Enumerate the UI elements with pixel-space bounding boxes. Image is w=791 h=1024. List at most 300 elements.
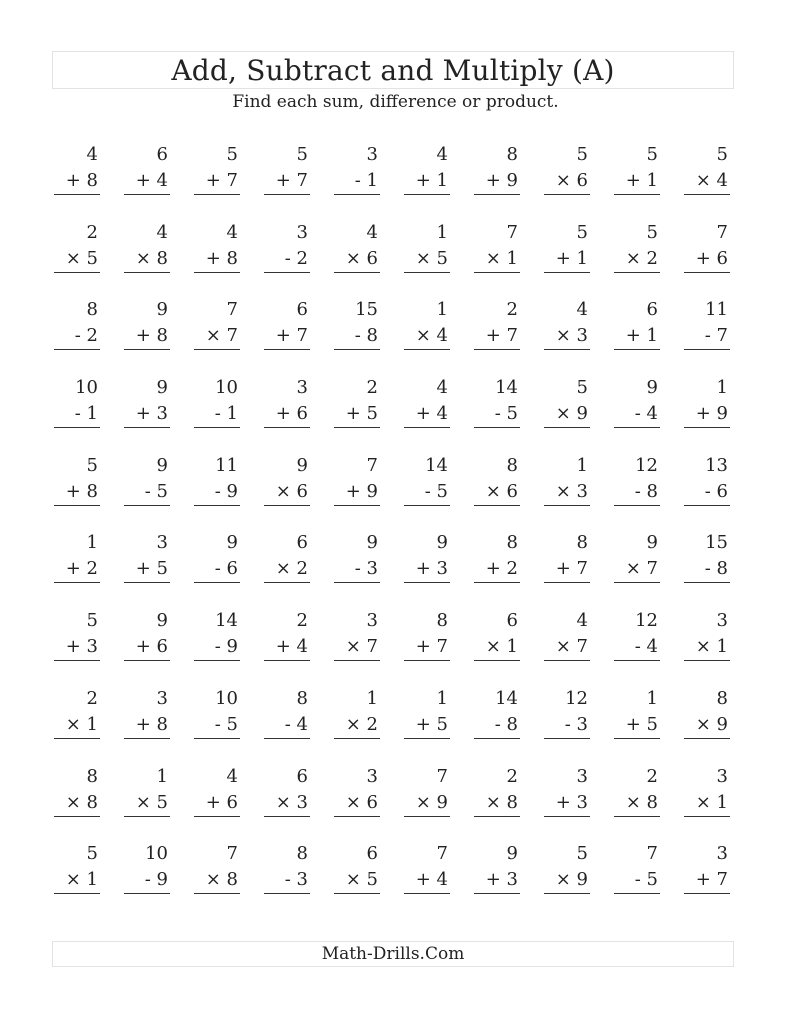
problem-top-number: 6 — [366, 843, 378, 865]
problem-top-number: 3 — [716, 843, 728, 865]
problem-operator-number: - 3 — [564, 713, 588, 735]
problem-top-number: 5 — [576, 843, 588, 865]
problem-top-number: 5 — [296, 144, 308, 165]
problem-operator-number: × 9 — [555, 869, 588, 891]
problem-operator-number: - 8 — [354, 325, 378, 347]
problem-top-number: 2 — [646, 765, 658, 787]
answer-line — [194, 660, 240, 661]
problem-operator-number: + 7 — [415, 636, 448, 658]
title-box — [52, 51, 734, 89]
problem-operator-number: + 1 — [555, 247, 588, 269]
answer-line — [614, 816, 660, 817]
problem-top-number: 2 — [86, 221, 98, 243]
problem-operator-number: × 7 — [345, 636, 378, 658]
answer-line — [334, 816, 380, 817]
problem — [190, 295, 260, 373]
problem-operator-number: - 9 — [144, 869, 168, 891]
problem — [260, 839, 330, 917]
problem — [470, 218, 540, 296]
problem — [50, 684, 120, 762]
problem — [330, 451, 400, 529]
problem-top-number: 10 — [215, 687, 238, 709]
problem — [330, 140, 400, 218]
answer-line — [264, 272, 310, 273]
problem-operator-number: - 5 — [424, 480, 448, 502]
problem — [120, 839, 190, 917]
problem-top-number: 5 — [576, 377, 588, 399]
answer-line — [684, 349, 730, 350]
problem-operator-number: + 9 — [695, 403, 728, 425]
problem-operator-number: + 3 — [415, 558, 448, 580]
problem-top-number: 5 — [86, 610, 98, 632]
problem-operator-number: × 2 — [275, 558, 308, 580]
problem — [610, 373, 680, 451]
answer-line — [54, 505, 100, 506]
problem-operator-number: - 1 — [214, 403, 238, 425]
problem — [610, 528, 680, 606]
problem-top-number: 4 — [436, 377, 448, 399]
answer-line — [194, 738, 240, 739]
answer-line — [404, 272, 450, 273]
problem — [540, 762, 610, 840]
problem — [400, 140, 470, 218]
answer-line — [334, 349, 380, 350]
answer-line — [544, 816, 590, 817]
problem — [260, 451, 330, 529]
answer-line — [474, 272, 520, 273]
problem — [190, 218, 260, 296]
problem-top-number: 3 — [366, 765, 378, 787]
answer-line — [544, 194, 590, 195]
problem — [330, 606, 400, 684]
problem — [260, 528, 330, 606]
problem-top-number: 11 — [215, 454, 238, 476]
problem — [540, 451, 610, 529]
problem-top-number: 8 — [436, 610, 448, 632]
problem-operator-number: - 8 — [634, 480, 658, 502]
problem — [400, 762, 470, 840]
answer-line — [124, 505, 170, 506]
problem-top-number: 9 — [156, 454, 168, 476]
problem-operator-number: × 1 — [65, 869, 98, 891]
problem-operator-number: × 2 — [625, 247, 658, 269]
problem — [120, 528, 190, 606]
problem — [540, 140, 610, 218]
answer-line — [54, 738, 100, 739]
answer-line — [264, 738, 310, 739]
problem-operator-number: - 8 — [494, 713, 518, 735]
problem — [470, 839, 540, 917]
problem — [400, 839, 470, 917]
problem — [540, 528, 610, 606]
answer-line — [264, 505, 310, 506]
answer-line — [544, 660, 590, 661]
problem — [120, 606, 190, 684]
problem-top-number: 8 — [716, 687, 728, 709]
answer-line — [404, 660, 450, 661]
problem-top-number: 9 — [296, 454, 308, 476]
problem-row — [50, 839, 750, 917]
answer-line — [124, 194, 170, 195]
problem-row — [50, 295, 750, 373]
problem-operator-number: + 8 — [135, 325, 168, 347]
answer-line — [54, 194, 100, 195]
problem-top-number: 2 — [86, 687, 98, 709]
problem — [680, 295, 750, 373]
problem-operator-number: + 4 — [135, 170, 168, 191]
answer-line — [264, 893, 310, 894]
problem-operator-number: + 5 — [135, 558, 168, 580]
problem-top-number: 3 — [576, 765, 588, 787]
problem — [680, 218, 750, 296]
answer-line — [334, 272, 380, 273]
problem-operator-number: + 7 — [485, 325, 518, 347]
problem-operator-number: + 8 — [65, 170, 98, 191]
problem-operator-number: × 9 — [415, 791, 448, 813]
problem — [610, 451, 680, 529]
problem-operator-number: - 1 — [354, 170, 378, 191]
problem-operator-number: + 4 — [415, 403, 448, 425]
problem — [50, 218, 120, 296]
problem — [260, 684, 330, 762]
problem-top-number: 7 — [506, 221, 518, 243]
problem-top-number: 5 — [646, 144, 658, 165]
answer-line — [264, 194, 310, 195]
problem-top-number: 7 — [436, 765, 448, 787]
answer-line — [54, 893, 100, 894]
problem-top-number: 7 — [436, 843, 448, 865]
problem — [680, 528, 750, 606]
problem-operator-number: + 2 — [485, 558, 518, 580]
problem — [400, 373, 470, 451]
problem-top-number: 6 — [296, 532, 308, 554]
problem — [120, 684, 190, 762]
problem-operator-number: + 6 — [695, 247, 728, 269]
problem-row — [50, 528, 750, 606]
problem — [610, 762, 680, 840]
problem-top-number: 2 — [506, 299, 518, 321]
problem-operator-number: × 3 — [555, 325, 588, 347]
problem-operator-number: + 2 — [65, 558, 98, 580]
problem-operator-number: × 6 — [275, 480, 308, 502]
answer-line — [194, 816, 240, 817]
problem — [50, 373, 120, 451]
problem-operator-number: × 1 — [695, 791, 728, 813]
answer-line — [54, 582, 100, 583]
problem — [190, 140, 260, 218]
problem — [190, 762, 260, 840]
problem-row — [50, 140, 750, 218]
answer-line — [194, 582, 240, 583]
answer-line — [404, 194, 450, 195]
problem-top-number: 7 — [366, 454, 378, 476]
problem-operator-number: + 3 — [135, 403, 168, 425]
problem — [470, 762, 540, 840]
instructions: Find each sum, difference or product. — [232, 92, 559, 112]
answer-line — [614, 194, 660, 195]
problem-top-number: 5 — [86, 454, 98, 476]
problem-top-number: 8 — [506, 144, 518, 165]
problem-operator-number: × 4 — [415, 325, 448, 347]
problem-top-number: 1 — [716, 377, 728, 399]
problem — [400, 684, 470, 762]
problem — [470, 140, 540, 218]
problem-top-number: 8 — [296, 843, 308, 865]
problem-operator-number: × 9 — [555, 403, 588, 425]
answer-line — [124, 893, 170, 894]
problem — [190, 684, 260, 762]
problem — [610, 218, 680, 296]
problem-operator-number: - 4 — [634, 636, 658, 658]
problem-top-number: 8 — [506, 532, 518, 554]
problem-top-number: 3 — [296, 221, 308, 243]
problem-top-number: 4 — [576, 299, 588, 321]
problem — [400, 606, 470, 684]
problem-operator-number: × 6 — [485, 480, 518, 502]
problem — [260, 295, 330, 373]
problem-top-number: 10 — [75, 377, 98, 399]
problem-top-number: 13 — [705, 454, 728, 476]
problem-top-number: 5 — [576, 144, 588, 165]
problem-top-number: 8 — [86, 765, 98, 787]
problem-row — [50, 451, 750, 529]
problem-row — [50, 606, 750, 684]
answer-line — [684, 194, 730, 195]
answer-line — [404, 738, 450, 739]
problem-top-number: 9 — [156, 299, 168, 321]
problem-operator-number: + 7 — [275, 170, 308, 191]
problem — [120, 373, 190, 451]
answer-line — [404, 427, 450, 428]
problem-operator-number: × 7 — [555, 636, 588, 658]
answer-line — [684, 738, 730, 739]
problem-row — [50, 218, 750, 296]
problem — [540, 373, 610, 451]
page-title: Add, Subtract and Multiply (A) — [171, 53, 615, 87]
problem-operator-number: × 6 — [345, 247, 378, 269]
problem — [260, 762, 330, 840]
problem-operator-number: + 1 — [625, 170, 658, 191]
answer-line — [614, 582, 660, 583]
problem-operator-number: - 4 — [634, 403, 658, 425]
problem-top-number: 3 — [296, 377, 308, 399]
answer-line — [544, 505, 590, 506]
answer-line — [614, 505, 660, 506]
problem — [190, 606, 260, 684]
answer-line — [264, 660, 310, 661]
answer-line — [684, 582, 730, 583]
problem — [330, 839, 400, 917]
problem-top-number: 7 — [716, 221, 728, 243]
problem — [330, 684, 400, 762]
problem-operator-number: + 5 — [625, 713, 658, 735]
answer-line — [124, 816, 170, 817]
problem-operator-number: + 4 — [415, 869, 448, 891]
problem-top-number: 9 — [226, 532, 238, 554]
problem-row — [50, 373, 750, 451]
answer-line — [124, 738, 170, 739]
problem — [260, 140, 330, 218]
problem-top-number: 9 — [646, 377, 658, 399]
answer-line — [474, 505, 520, 506]
problem — [540, 684, 610, 762]
problem-operator-number: + 8 — [205, 247, 238, 269]
problem-top-number: 4 — [576, 610, 588, 632]
answer-line — [334, 893, 380, 894]
footer — [52, 941, 734, 967]
problem-operator-number: + 5 — [415, 713, 448, 735]
problem — [680, 839, 750, 917]
problem-top-number: 8 — [576, 532, 588, 554]
problem-top-number: 15 — [705, 532, 728, 554]
answer-line — [684, 816, 730, 817]
problem-top-number: 3 — [716, 610, 728, 632]
problem — [470, 451, 540, 529]
problem — [120, 218, 190, 296]
problem-operator-number: × 3 — [555, 480, 588, 502]
answer-line — [614, 893, 660, 894]
answer-line — [614, 660, 660, 661]
problem-top-number: 4 — [226, 221, 238, 243]
problem-top-number: 12 — [635, 610, 658, 632]
problem-operator-number: + 9 — [485, 170, 518, 191]
problem — [540, 218, 610, 296]
problem — [400, 295, 470, 373]
answer-line — [124, 427, 170, 428]
problem-operator-number: × 7 — [625, 558, 658, 580]
answer-line — [334, 738, 380, 739]
problem — [610, 295, 680, 373]
problem — [260, 218, 330, 296]
answer-line — [474, 893, 520, 894]
problem-row — [50, 684, 750, 762]
problem-top-number: 4 — [156, 221, 168, 243]
answer-line — [684, 660, 730, 661]
problem — [680, 451, 750, 529]
problem — [470, 295, 540, 373]
problem-operator-number: - 7 — [704, 325, 728, 347]
problem — [120, 295, 190, 373]
problem-top-number: 10 — [215, 377, 238, 399]
answer-line — [264, 349, 310, 350]
problem-operator-number: + 3 — [485, 869, 518, 891]
answer-line — [684, 272, 730, 273]
problem-operator-number: + 4 — [275, 636, 308, 658]
problem-operator-number: × 3 — [275, 791, 308, 813]
problem-operator-number: + 7 — [695, 869, 728, 891]
problem-top-number: 6 — [506, 610, 518, 632]
problem-operator-number: - 5 — [494, 403, 518, 425]
answer-line — [124, 660, 170, 661]
problem — [330, 528, 400, 606]
problem-top-number: 9 — [366, 532, 378, 554]
problem — [610, 684, 680, 762]
problem-operator-number: + 7 — [555, 558, 588, 580]
problem-top-number: 7 — [226, 299, 238, 321]
problem — [120, 140, 190, 218]
answer-line — [54, 427, 100, 428]
answer-line — [474, 349, 520, 350]
problem-top-number: 10 — [145, 843, 168, 865]
answer-line — [404, 505, 450, 506]
problem — [330, 762, 400, 840]
problem-top-number: 8 — [86, 299, 98, 321]
answer-line — [544, 582, 590, 583]
problem-operator-number: - 9 — [214, 636, 238, 658]
answer-line — [404, 816, 450, 817]
problem-operator-number: × 1 — [65, 713, 98, 735]
problem-top-number: 5 — [86, 843, 98, 865]
problem-operator-number: + 1 — [415, 170, 448, 191]
answer-line — [54, 349, 100, 350]
answer-line — [544, 427, 590, 428]
answer-line — [474, 816, 520, 817]
problem-operator-number: × 4 — [695, 170, 728, 191]
problem — [50, 295, 120, 373]
problem — [190, 451, 260, 529]
problem-operator-number: + 8 — [135, 713, 168, 735]
problem — [680, 606, 750, 684]
problem — [50, 140, 120, 218]
problem-operator-number: × 8 — [625, 791, 658, 813]
answer-line — [194, 427, 240, 428]
answer-line — [544, 738, 590, 739]
answer-line — [264, 427, 310, 428]
problem-top-number: 1 — [646, 687, 658, 709]
problem — [400, 528, 470, 606]
problem-operator-number: × 8 — [205, 869, 238, 891]
problem-operator-number: - 5 — [634, 869, 658, 891]
problem-top-number: 5 — [716, 144, 728, 165]
answer-line — [544, 893, 590, 894]
problem — [540, 839, 610, 917]
problem-operator-number: + 7 — [275, 325, 308, 347]
answer-line — [334, 194, 380, 195]
answer-line — [404, 349, 450, 350]
problem-top-number: 5 — [226, 144, 238, 165]
problem-operator-number: × 5 — [345, 869, 378, 891]
problem-operator-number: × 8 — [485, 791, 518, 813]
answer-line — [684, 427, 730, 428]
problem — [330, 218, 400, 296]
problem — [540, 606, 610, 684]
problem-top-number: 14 — [495, 687, 518, 709]
problem — [400, 218, 470, 296]
problem-top-number: 12 — [565, 687, 588, 709]
problem — [400, 451, 470, 529]
problem-operator-number: - 9 — [214, 480, 238, 502]
problem-top-number: 14 — [215, 610, 238, 632]
problem — [330, 295, 400, 373]
problem-top-number: 11 — [705, 299, 728, 321]
problem — [120, 762, 190, 840]
answer-line — [544, 349, 590, 350]
problem-top-number: 1 — [436, 299, 448, 321]
answer-line — [124, 582, 170, 583]
answer-line — [194, 272, 240, 273]
answer-line — [54, 272, 100, 273]
problem — [680, 373, 750, 451]
problem-operator-number: + 5 — [345, 403, 378, 425]
problem-operator-number: - 6 — [214, 558, 238, 580]
problem-top-number: 2 — [296, 610, 308, 632]
problem-operator-number: × 1 — [485, 636, 518, 658]
answer-line — [264, 582, 310, 583]
problem-top-number: 3 — [716, 765, 728, 787]
problem — [470, 373, 540, 451]
problem-operator-number: + 3 — [555, 791, 588, 813]
problem-top-number: 1 — [366, 687, 378, 709]
